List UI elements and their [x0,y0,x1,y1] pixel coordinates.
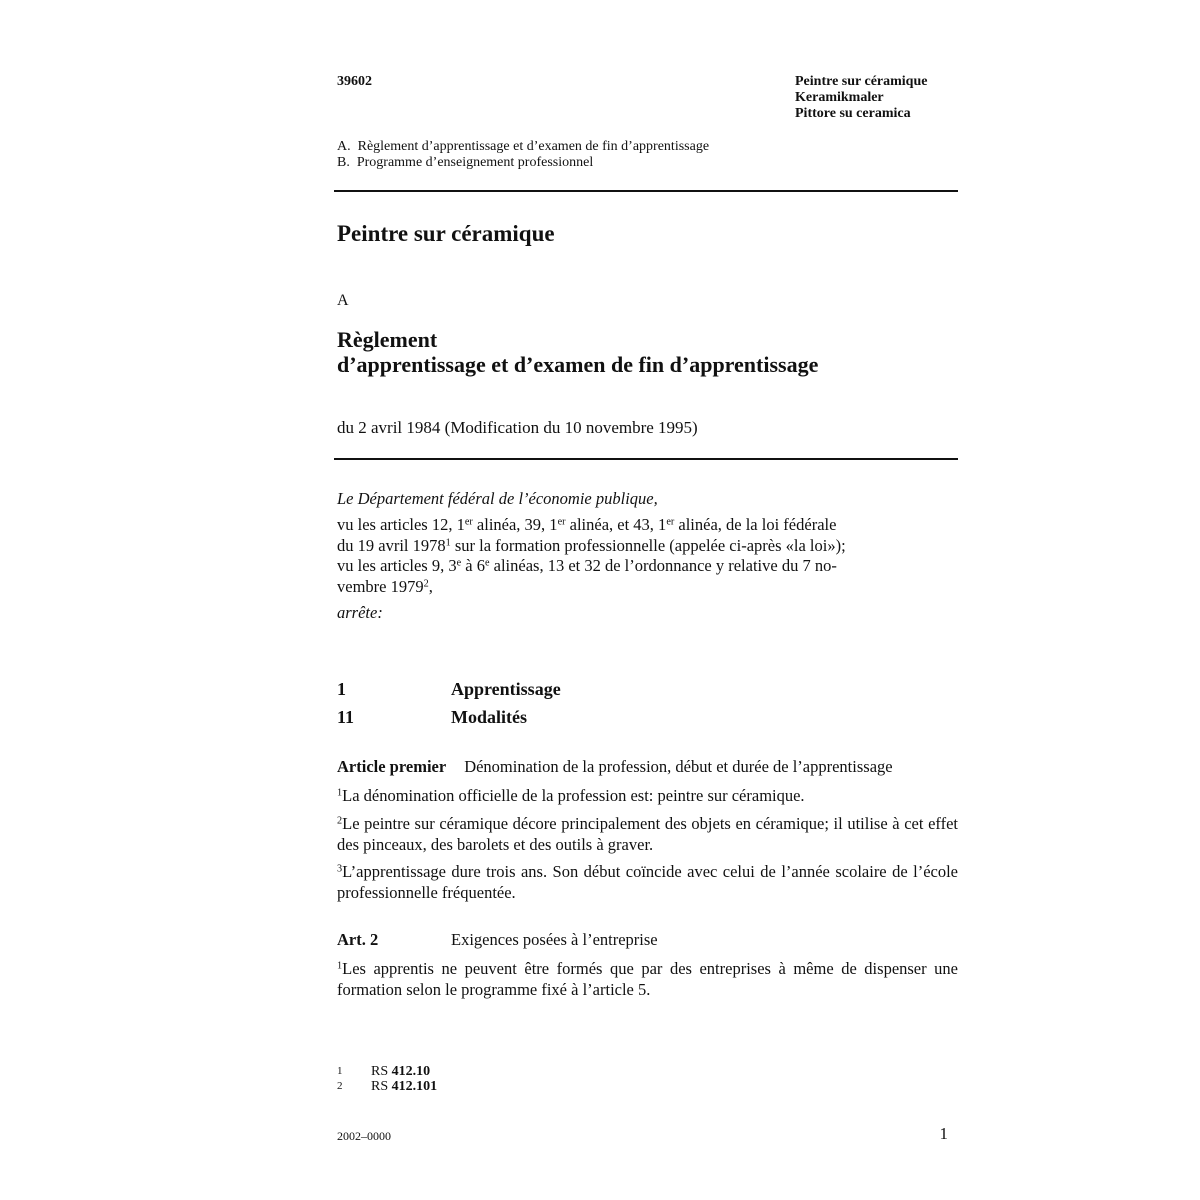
title-french: Peintre sur céramique [795,74,928,89]
article-1-paragraph-3: $^3$L’apprentissage dure trois ans. Son début coïncide avec celui de l’année scolaire de l’école professionnelle fréquentée. [337,862,958,902]
footer-code: 2002–0000 [337,1129,391,1143]
article-1-heading [337,757,893,777]
department-line: Le Département fédéral de l’économie publique, [337,489,658,508]
regulation-title-line2: d’apprentissage et d’examen de fin d’apprentissage [337,352,819,377]
footnote-text: RS 412.101 [371,1079,438,1094]
preamble-line2: du 19 avril 1978$^1$ sur la formation professionnelle (appelée ci-après «la loi»); [337,535,846,555]
title-italian: Pittore su ceramica [795,106,911,121]
divider [334,458,958,460]
profession-titles [795,74,927,122]
footnote-text: RS 412.10 [371,1064,431,1079]
chapter-number: 11 [337,707,355,727]
article-label: Article premier [337,757,447,776]
article-title: Exigences posées à l’entreprise [451,930,658,949]
parts-list [337,139,709,171]
part-a: A. Règlement d’apprentissage et d’examen de fin d’apprentissage [337,139,710,154]
preamble-line1: vu les articles 12, 1er alinéa, 39, 1er alinéa, et 43, 1er alinéa, de la loi fédérale [337,515,837,534]
page-number: 1 [939,1124,948,1143]
preamble-line3: vu les articles 9, 3e à 6e alinéas, 13 et 32 de l’ordonnance y relative du 7 no- [337,556,837,575]
document-page [337,0,958,1200]
arrete-line: arrête: [337,603,383,622]
section-letter: A [337,292,349,309]
regulation-title [337,327,818,377]
article-2-paragraph-1: $^1$Les apprentis ne peuvent être formés que par des entreprises à même de dispenser une formation selon le programme fixé à l’article 5. [337,959,958,999]
chapter-title: Modalités [451,707,527,727]
divider [334,190,958,192]
chapter-number: 1 [337,679,346,699]
regulation-title-line1: Règlement [337,327,438,352]
footnote-ref[interactable]: 2 [423,577,429,589]
chapter-title: Apprentissage [451,679,561,699]
title-german: Keramikmaler [795,90,884,105]
article-1-paragraph-2: $^2$Le peintre sur céramique décore principalement des objets en céramique; il utilise à cet effet des pinceaux, des barolets et des outils à graver. [337,814,958,854]
footnote-number: 2 [337,1080,343,1092]
article-title: Dénomination de la profession, début et durée de l’apprentissage [464,757,893,776]
date-line: du 2 avril 1984 (Modification du 10 novembre 1995) [337,418,698,437]
page-title: Peintre sur céramique [337,221,555,246]
part-b: B. Programme d’enseignement professionnel [337,155,594,170]
footnote-ref[interactable]: 1 [445,536,451,548]
footnote-number: 1 [337,1065,343,1077]
article-label: Art. 2 [337,930,379,949]
preamble-line4: vembre 1979$^2$, [337,576,433,596]
document-code: 39602 [337,74,372,89]
preamble [337,515,958,597]
article-1-paragraph-1: $^1$La dénomination officielle de la profession est: peintre sur céramique. [337,786,805,805]
